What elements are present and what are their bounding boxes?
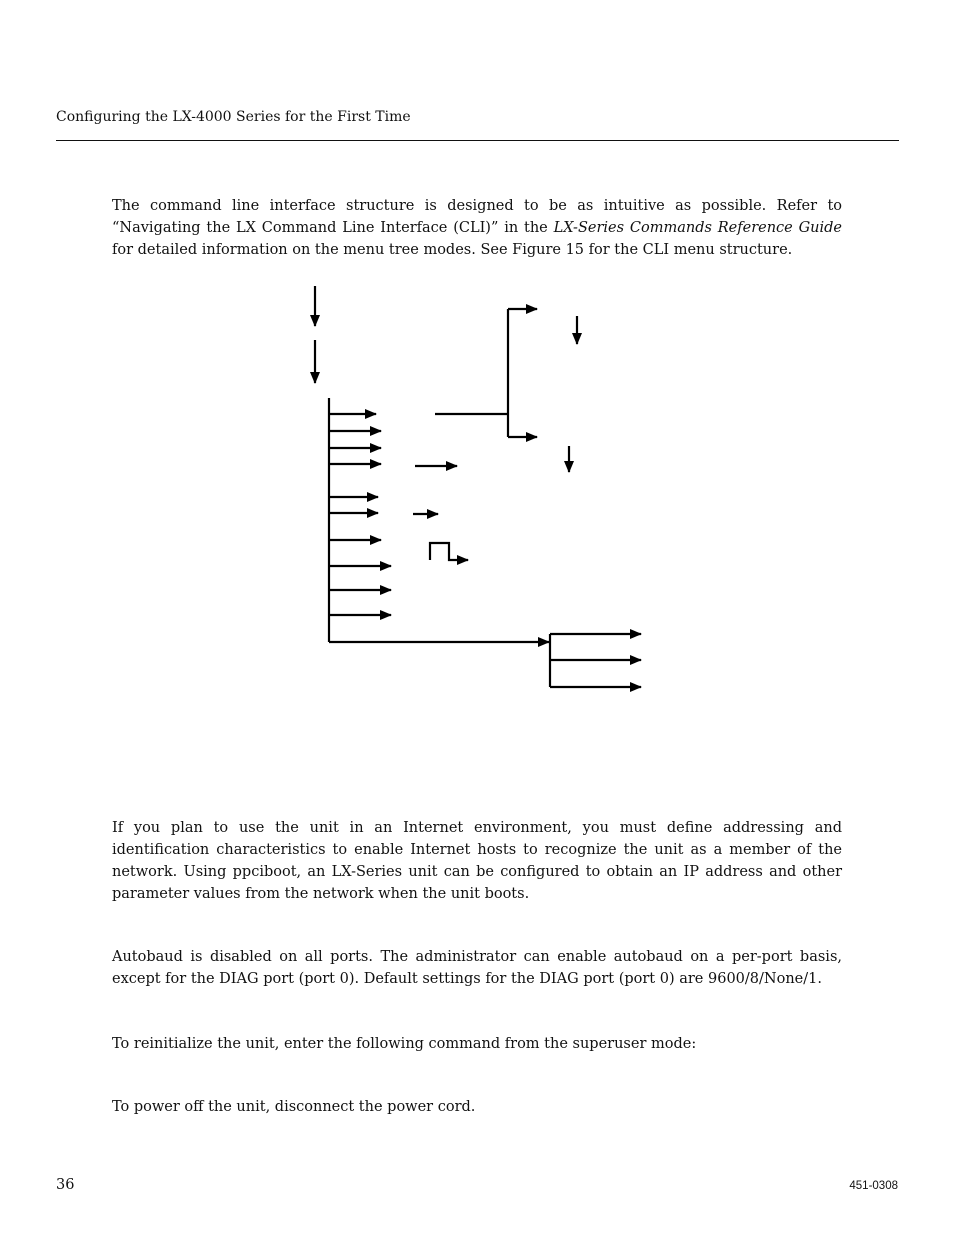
internet-paragraph: If you plan to use the unit in an Internet environment, you must define addressing and identification characteristics to enable Internet hosts to recognize the unit as a member of the network. Using ppciboot, an LX-Series unit can be configured to obtain an IP address and other parameter values from the network when the unit boots. <box>112 820 842 902</box>
page-number: 36 <box>56 1177 75 1193</box>
reinitialize-paragraph: To reinitialize the unit, enter the following command from the superuser mode: <box>112 1036 697 1052</box>
page-header-title: Configuring the LX-4000 Series for the First Time <box>56 109 411 125</box>
autobaud-paragraph: Autobaud is disabled on all ports. The administrator can enable autobaud on a per-port basis, except for the DIAG port (port 0). Default settings for the DIAG port (port 0) are 9600/8/None/1. <box>112 949 842 987</box>
intro-text-start: The command line interface structure is designed to be as intuitive as possible. Refer to “Navigating the LX Command Line Interface (CLI)” in the <box>112 198 842 236</box>
power-off-paragraph: To power off the unit, disconnect the power cord. <box>112 1099 476 1115</box>
reference-guide-title: LX-Series Commands Reference Guide <box>553 220 843 236</box>
intro-paragraph <box>112 195 842 261</box>
header-divider <box>56 140 899 141</box>
hook-arrow <box>430 543 468 560</box>
intro-text-end: for detailed information on the menu tree modes. See Figure 15 for the CLI menu structure. <box>112 242 793 258</box>
document-number: 451-0308 <box>849 1180 898 1192</box>
